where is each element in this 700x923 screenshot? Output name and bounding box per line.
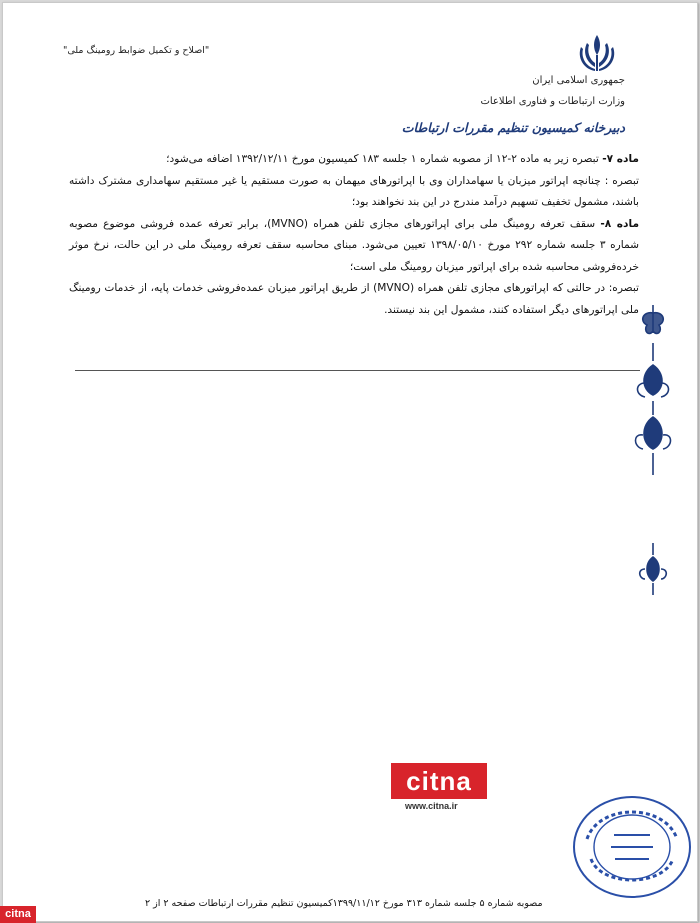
iran-emblem-icon bbox=[575, 31, 619, 75]
article-8-text: سقف تعرفه رومینگ ملی برای اپراتورهای مجازی تلفن همراه (MVNO)، برابر تعرفه عمده فروشی موضوع مصوبه شماره ۳ جلسه شماره ۲۹۲ مورخ ۱۳۹۸/۰۵/۱۰ تعیین می‌شود. مبنای محاسبه سقف تعرفه رومینگ ملی در این حالت، نرخ موثر خرده‌فروشی محاسبه شده برای اپراتور میزبان رومینگ ملی است؛ bbox=[69, 217, 639, 273]
header-note: "اصلاح و تکمیل ضوابط رومینگ ملی" bbox=[63, 45, 210, 56]
gov-line-secretariat: دبیرخانه کمیسیون تنظیم مقررات ارتباطات bbox=[401, 120, 625, 135]
article-7-text: تبصره زیر به ماده ۲-۱۲ از مصوبه شماره ۱ جلسه ۱۸۳ کمیسیون مورخ ۱۳۹۲/۱۲/۱۱ اضافه می‌شود؛ bbox=[166, 153, 603, 165]
citna-logo-text: citna bbox=[406, 766, 472, 796]
decorative-ornament-icon bbox=[631, 303, 675, 603]
article-7 bbox=[69, 149, 639, 171]
gov-line-republic: جمهوری اسلامی ایران bbox=[532, 75, 625, 86]
article-7-label: ماده ۷- bbox=[602, 153, 639, 165]
article-8-note: تبصره: در حالتی که اپراتورهای مجازی تلفن همراه (MVNO) از طریق اپراتور میزبان عمده‌فروشی خدمات پایه، از خدمات رومینگ ملی اپراتورهای دیگر استفاده کنند، مشمول این بند نیستند. bbox=[69, 282, 640, 316]
citna-url: www.citna.ir bbox=[405, 801, 458, 811]
article-8 bbox=[69, 214, 639, 279]
footer-text: مصوبه شماره ۵ جلسه شماره ۳۱۳ مورخ ۱۳۹۹/۱۱/۱۲کمیسیون تنظیم مقررات ارتباطات صفحه ۲ از ۲ bbox=[145, 898, 543, 909]
citna-corner-logo bbox=[0, 906, 36, 923]
document-body bbox=[69, 149, 639, 321]
horizontal-rule bbox=[75, 370, 640, 371]
article-7-note: تبصره : چنانچه اپراتور میزبان یا سهامداران وی با اپراتورهای میهمان به صورت مستقیم یا غیر مستقیم سهامداری مشترک داشته باشند، مشمول تخفیف تسهیم درآمد مندرج در این بند نخواهند بود؛ bbox=[69, 174, 639, 208]
citna-corner-logo-text: citna bbox=[5, 908, 31, 920]
gov-line-ministry: وزارت ارتباطات و فناوری اطلاعات bbox=[480, 96, 625, 107]
official-stamp-icon bbox=[569, 789, 695, 899]
citna-watermark-logo bbox=[391, 763, 487, 799]
document-page bbox=[2, 2, 698, 922]
article-8-label: ماده ۸- bbox=[600, 217, 640, 230]
